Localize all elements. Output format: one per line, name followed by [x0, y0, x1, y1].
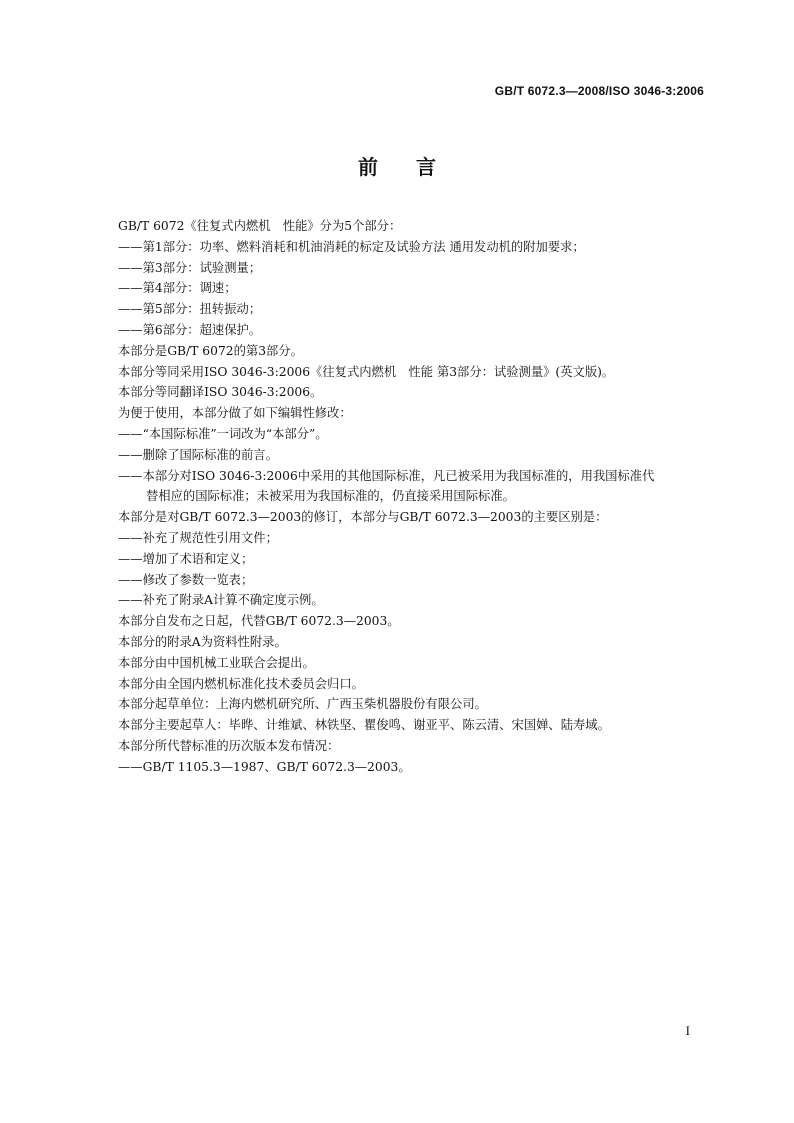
- foreword-line: 本部分是对GB/T 6072.3—2003的修订，本部分与GB/T 6072.3—2003的主要区别是：: [118, 510, 608, 525]
- foreword-line: 本部分等同采用ISO 3046-3:2006《往复式内燃机 性能 第3部分：试验测量》(英文版)。: [118, 364, 615, 379]
- foreword-line: 本部分由中国机械工业联合会提出。: [118, 655, 315, 670]
- foreword-line: ——增加了术语和定义；: [118, 551, 254, 566]
- foreword-body: [118, 216, 708, 778]
- foreword-line: ——“本国际标准”一词改为“本部分”。: [118, 426, 328, 441]
- foreword-line: ——本部分对ISO 3046-3:2006中采用的其他国际标准，凡已被采用为我国标准的，用我国标准代: [118, 468, 655, 483]
- foreword-line: ——补充了规范性引用文件；: [118, 530, 278, 545]
- foreword-line: ——第5部分：扭转振动；: [118, 302, 262, 317]
- page-title: 前言: [358, 155, 474, 179]
- foreword-line: 本部分自发布之日起，代替GB/T 6072.3—2003。: [118, 614, 400, 629]
- foreword-line: 本部分主要起草人：毕晔、计维斌、林铁坚、瞿俊鸣、谢亚平、陈云清、宋国婵、陆寿域。: [118, 718, 610, 733]
- foreword-line: ——删除了国际标准的前言。: [118, 447, 278, 462]
- foreword-line: 本部分是GB/T 6072的第3部分。: [118, 343, 303, 358]
- foreword-line: ——GB/T 1105.3—1987、GB/T 6072.3—2003。: [118, 759, 411, 774]
- foreword-line: ——补充了附录A计算不确定度示例。: [118, 593, 324, 608]
- foreword-line: 本部分所代替标准的历次版本发布情况：: [118, 738, 340, 753]
- foreword-line: ——修改了参数一览表；: [118, 572, 254, 587]
- foreword-line: 本部分起草单位：上海内燃机研究所、广西玉柴机器股份有限公司。: [118, 697, 487, 712]
- foreword-line: ——第3部分：试验测量；: [118, 260, 262, 275]
- foreword-line: 为便于使用，本部分做了如下编辑性修改：: [118, 406, 352, 421]
- foreword-line: ——第1部分：功率、燃料消耗和机油消耗的标定及试验方法 通用发动机的附加要求；: [118, 239, 585, 254]
- foreword-line: 本部分等同翻译ISO 3046-3:2006。: [118, 385, 323, 400]
- foreword-line: ——第6部分：超速保护。: [118, 322, 262, 337]
- foreword-line: ——第4部分：调速；: [118, 281, 237, 296]
- foreword-line-continued: 替相应的国际标准；未被采用为我国标准的，仍直接采用国际标准。: [146, 489, 515, 504]
- foreword-line: 本部分的附录A为资料性附录。: [118, 634, 287, 649]
- foreword-line: 本部分由全国内燃机标准化技术委员会归口。: [118, 676, 364, 691]
- page-number: I: [685, 1023, 690, 1038]
- foreword-line: GB/T 6072《往复式内燃机 性能》分为5个部分：: [118, 219, 402, 233]
- document-code: GB/T 6072.3—2008/ISO 3046-3:2006: [494, 84, 704, 98]
